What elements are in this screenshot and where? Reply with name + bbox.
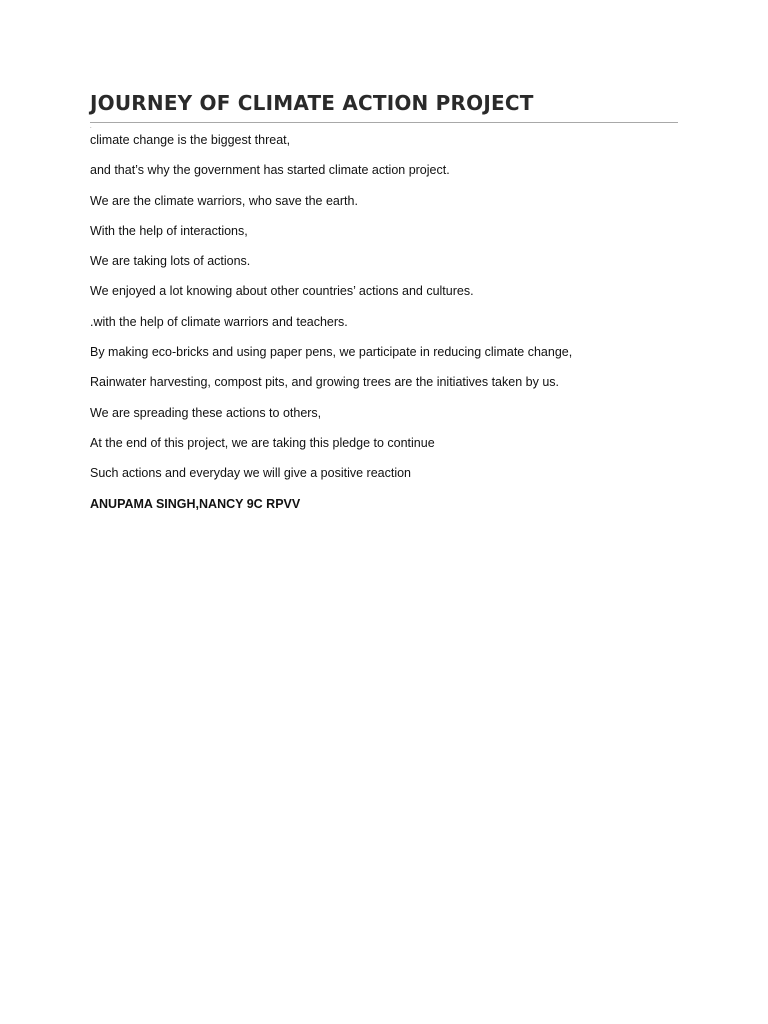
poem-lines <box>90 133 678 481</box>
poem-line: With the help of interactions, <box>90 223 248 238</box>
poem-line: and that’s why the government has started climate action project. <box>90 163 450 178</box>
poem-line: climate change is the biggest threat, <box>90 133 291 147</box>
poem-line: We are spreading these actions to others, <box>90 405 322 420</box>
poem-line: .with the help of climate warriors and teachers. <box>90 314 348 329</box>
poem-line: At the end of this project, we are taking this pledge to continue <box>90 435 435 450</box>
stray-marker: . <box>90 124 92 130</box>
author-credit: ANUPAMA SINGH,NANCY 9C RPVV <box>90 496 301 511</box>
poem-line: We are taking lots of actions. <box>90 254 251 269</box>
poem-line: We enjoyed a lot knowing about other countries’ actions and cultures. <box>90 284 474 299</box>
document-page <box>90 90 678 512</box>
poem-line: We are the climate warriors, who save the earth. <box>90 193 358 208</box>
document-title: JOURNEY OF CLIMATE ACTION PROJECT <box>90 91 534 115</box>
poem-line: Rainwater harvesting, compost pits, and growing trees are the initiatives taken by us. <box>90 375 559 390</box>
poem-line: By making eco-bricks and using paper pens, we participate in reducing climate change, <box>90 345 573 360</box>
poem-line: Such actions and everyday we will give a positive reaction <box>90 466 412 481</box>
